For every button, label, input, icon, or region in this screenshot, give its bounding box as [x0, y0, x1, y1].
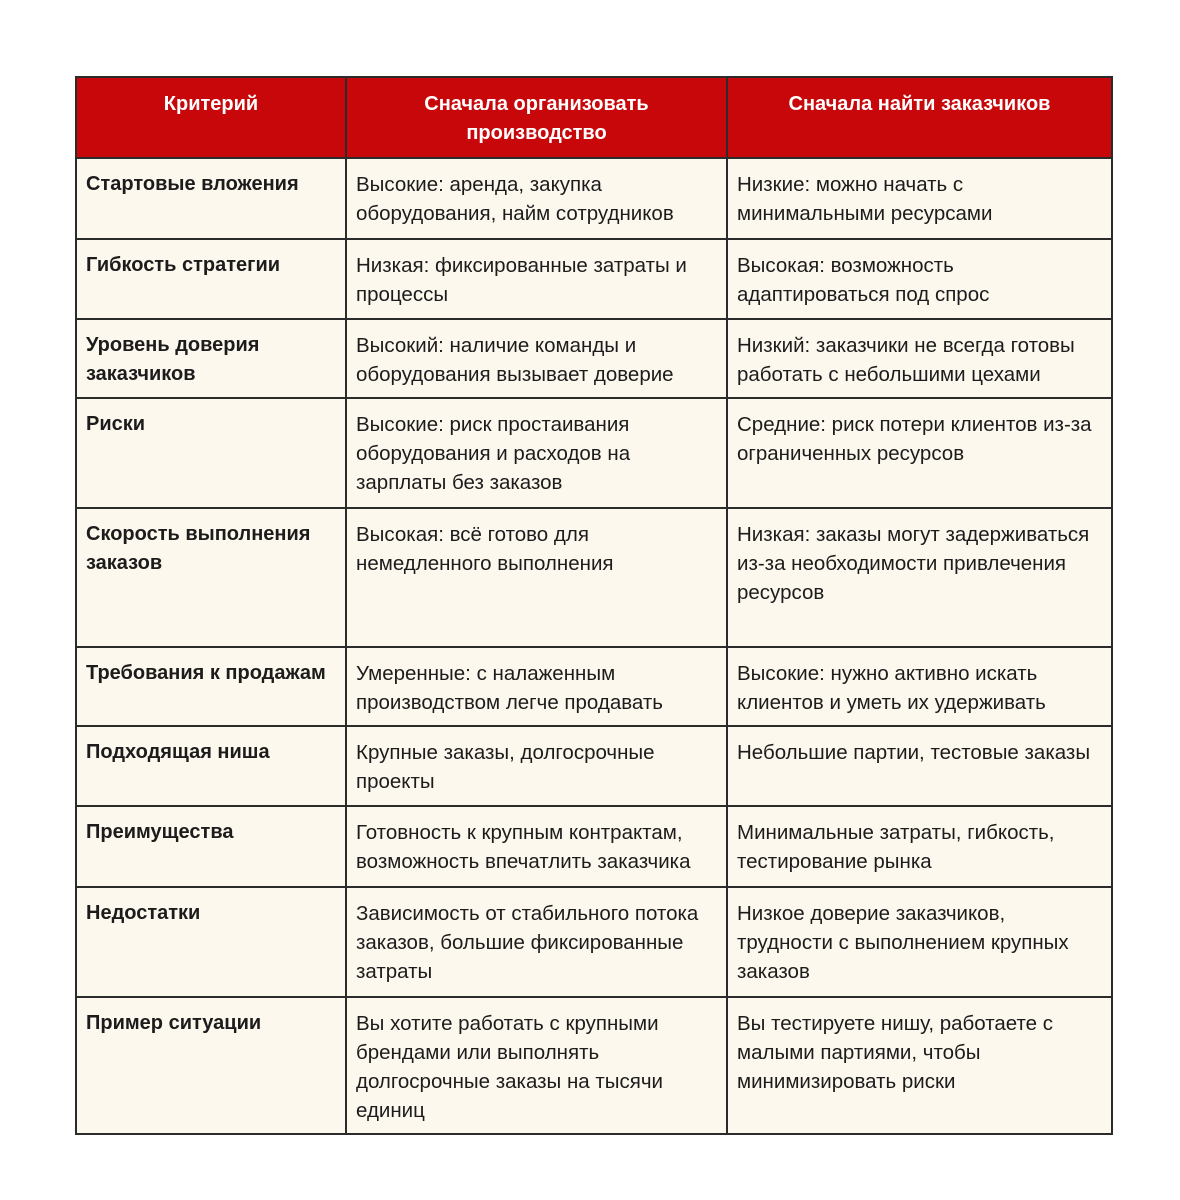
table-row — [76, 319, 1112, 398]
table-row — [76, 997, 1112, 1134]
production-first-cell: Вы хотите работать с крупными брендами или выполнять долгосрочные заказы на тысячи единиц — [346, 997, 727, 1134]
production-first-cell: Готовность к крупным контрактам, возможность впечатлить заказчика — [346, 806, 727, 887]
customers-first-cell: Низкие: можно начать с минимальными ресурсами — [727, 158, 1112, 239]
table-row — [76, 398, 1112, 508]
table-row — [76, 239, 1112, 319]
criterion-cell: Риски — [76, 398, 346, 508]
customers-first-cell: Средние: риск потери клиентов из-за ограниченных ресурсов — [727, 398, 1112, 508]
table-header — [76, 77, 1112, 158]
criterion-cell: Пример ситуации — [76, 997, 346, 1134]
criterion-cell: Скорость выполнения заказов — [76, 508, 346, 647]
customers-first-cell: Высокие: нужно активно искать клиентов и уметь их удерживать — [727, 647, 1112, 726]
header-row — [76, 77, 1112, 158]
comparison-table-container — [75, 76, 1111, 1135]
customers-first-cell: Низкий: заказчики не всегда готовы работать с небольшими цехами — [727, 319, 1112, 398]
customers-first-cell: Минимальные затраты, гибкость, тестирование рынка — [727, 806, 1112, 887]
production-first-cell: Высокий: наличие команды и оборудования вызывает доверие — [346, 319, 727, 398]
comparison-table — [75, 76, 1113, 1135]
criterion-cell: Недостатки — [76, 887, 346, 997]
table-row — [76, 726, 1112, 806]
header-criterion: Критерий — [76, 77, 346, 158]
table-row — [76, 806, 1112, 887]
table-row — [76, 647, 1112, 726]
production-first-cell: Низкая: фиксированные затраты и процессы — [346, 239, 727, 319]
criterion-cell: Гибкость стратегии — [76, 239, 346, 319]
production-first-cell: Крупные заказы, долгосрочные проекты — [346, 726, 727, 806]
criterion-cell: Подходящая ниша — [76, 726, 346, 806]
table-row — [76, 508, 1112, 647]
production-first-cell: Высокие: аренда, закупка оборудования, найм сотрудников — [346, 158, 727, 239]
customers-first-cell: Вы тестируете нишу, работаете с малыми партиями, чтобы минимизировать риски — [727, 997, 1112, 1134]
criterion-cell: Преимущества — [76, 806, 346, 887]
production-first-cell: Умеренные: с налаженным производством легче продавать — [346, 647, 727, 726]
header-production-first: Сначала организовать производство — [346, 77, 727, 158]
table-row — [76, 887, 1112, 997]
criterion-cell: Уровень доверия заказчиков — [76, 319, 346, 398]
customers-first-cell: Небольшие партии, тестовые заказы — [727, 726, 1112, 806]
header-customers-first: Сначала найти заказчиков — [727, 77, 1112, 158]
table-body — [76, 158, 1112, 1134]
customers-first-cell: Высокая: возможность адаптироваться под спрос — [727, 239, 1112, 319]
production-first-cell: Высокая: всё готово для немедленного выполнения — [346, 508, 727, 647]
production-first-cell: Зависимость от стабильного потока заказов, большие фиксированные затраты — [346, 887, 727, 997]
criterion-cell: Стартовые вложения — [76, 158, 346, 239]
criterion-cell: Требования к продажам — [76, 647, 346, 726]
customers-first-cell: Низкое доверие заказчиков, трудности с выполнением крупных заказов — [727, 887, 1112, 997]
production-first-cell: Высокие: риск простаивания оборудования и расходов на зарплаты без заказов — [346, 398, 727, 508]
table-row — [76, 158, 1112, 239]
customers-first-cell: Низкая: заказы могут задерживаться из-за необходимости привлечения ресурсов — [727, 508, 1112, 647]
